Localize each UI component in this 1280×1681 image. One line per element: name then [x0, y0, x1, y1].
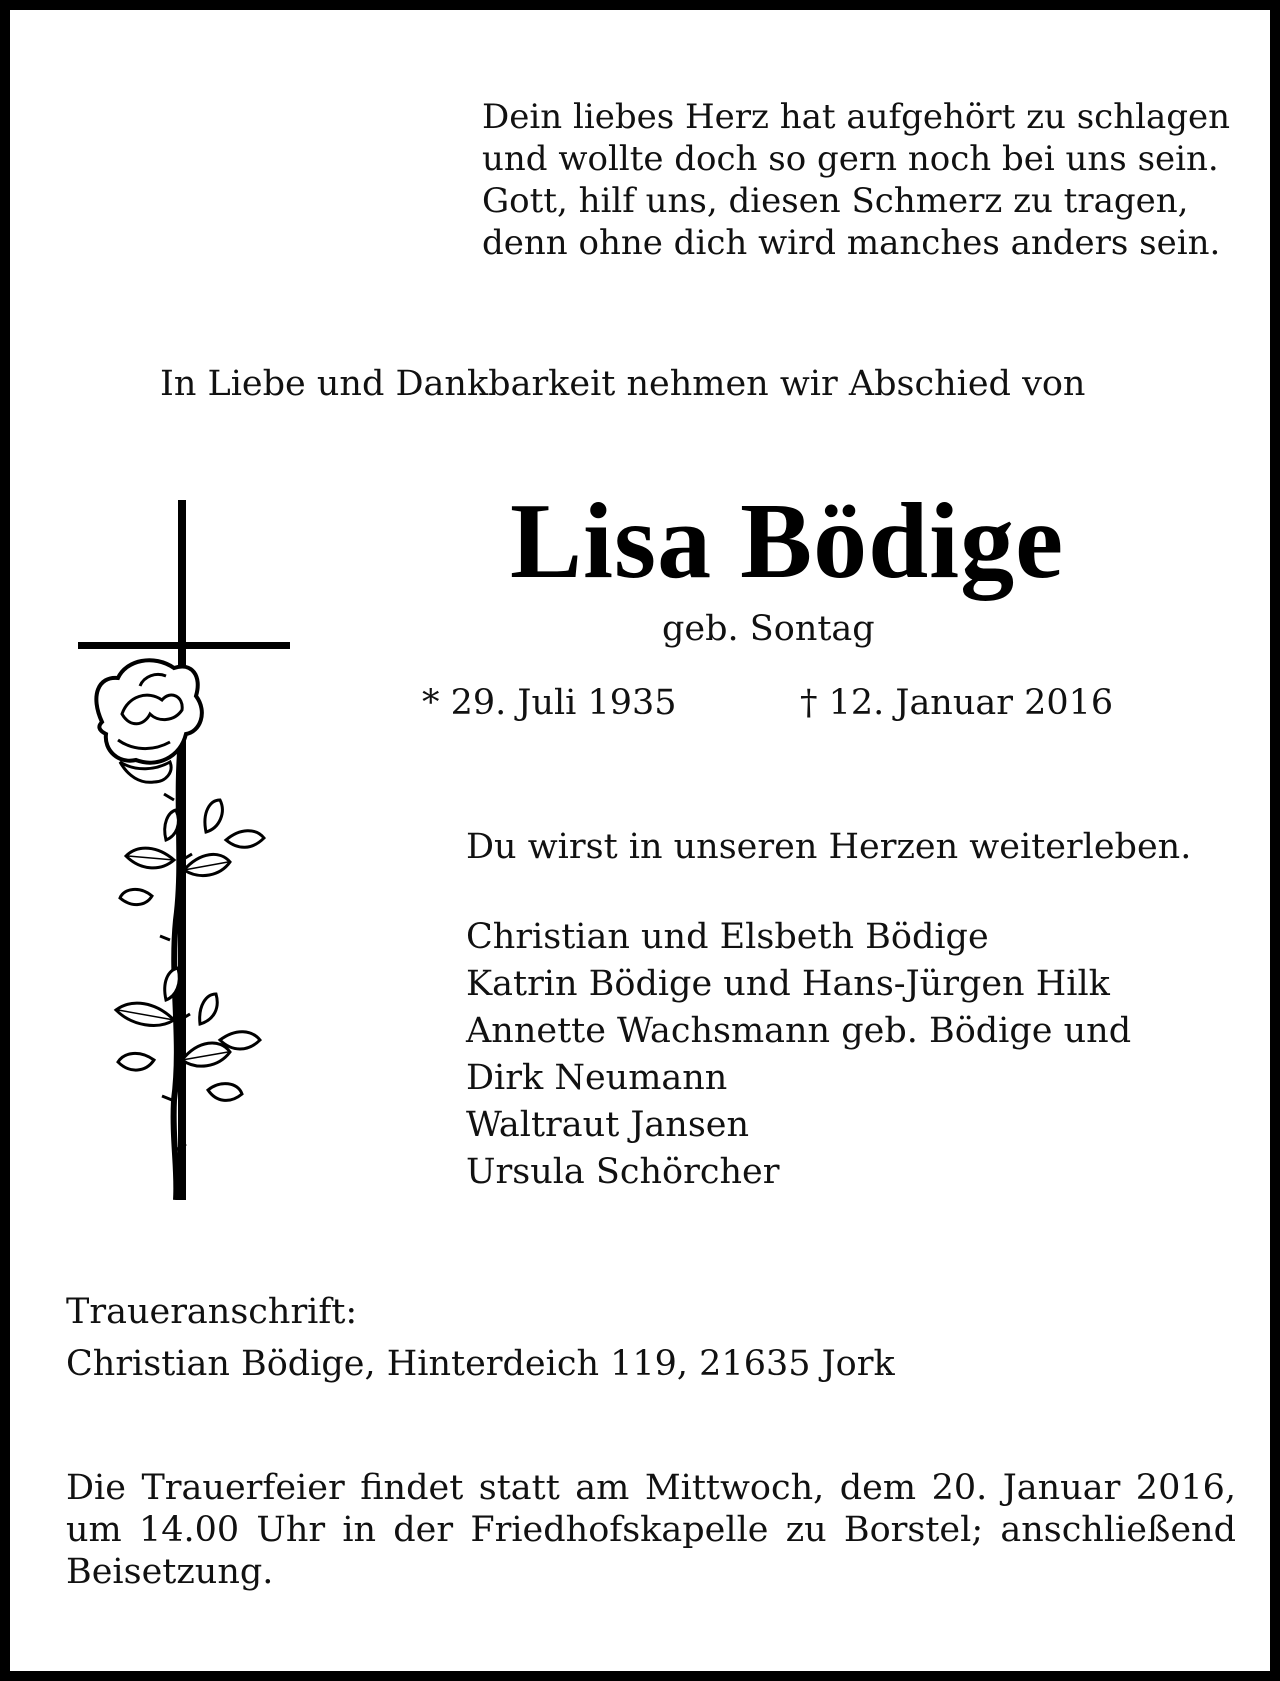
mourning-address: Christian Bödige, Hinterdeich 119, 21635 Jork [66, 1344, 895, 1384]
mourner-line: Christian und Elsbeth Bödige [466, 917, 989, 957]
death-date: † 12. Januar 2016 [800, 683, 1114, 723]
mourner-line: Katrin Bödige und Hans-Jürgen Hilk [466, 964, 1110, 1004]
maiden-name: geb. Sontag [662, 609, 875, 649]
poem-line: denn ohne dich wird manches anders sein. [482, 223, 1221, 263]
mourner-line: Dirk Neumann [466, 1058, 728, 1098]
mourners-list [466, 914, 1131, 1196]
deceased-name: Lisa Bödige [510, 482, 1065, 601]
remembrance-quote: Du wirst in unseren Herzen weiterleben. [466, 827, 1192, 867]
poem-line: Gott, hilf uns, diesen Schmerz zu tragen, [482, 181, 1189, 221]
mourner-line: Annette Wachsmann geb. Bödige und [466, 1011, 1132, 1051]
ceremony-details: Die Trauerfeier findet statt am Mittwoch, dem 20. Januar 2016, um 14.00 Uhr in der Friedhofskapelle zu Borstel; anschließend Beisetzung. [66, 1468, 1236, 1592]
cross-with-rose-icon [70, 500, 300, 1200]
poem-line: Dein liebes Herz hat aufgehört zu schlagen [482, 97, 1231, 137]
mourner-line: Waltraut Jansen [466, 1105, 750, 1145]
birth-date: * 29. Juli 1935 [422, 683, 677, 723]
mourner-line: Ursula Schörcher [466, 1152, 780, 1192]
poem [482, 96, 1230, 264]
farewell-intro: In Liebe und Dankbarkeit nehmen wir Abschied von [160, 364, 1086, 404]
address-label: Traueranschrift: [66, 1292, 358, 1332]
poem-line: und wollte doch so gern noch bei uns sein. [482, 139, 1219, 179]
